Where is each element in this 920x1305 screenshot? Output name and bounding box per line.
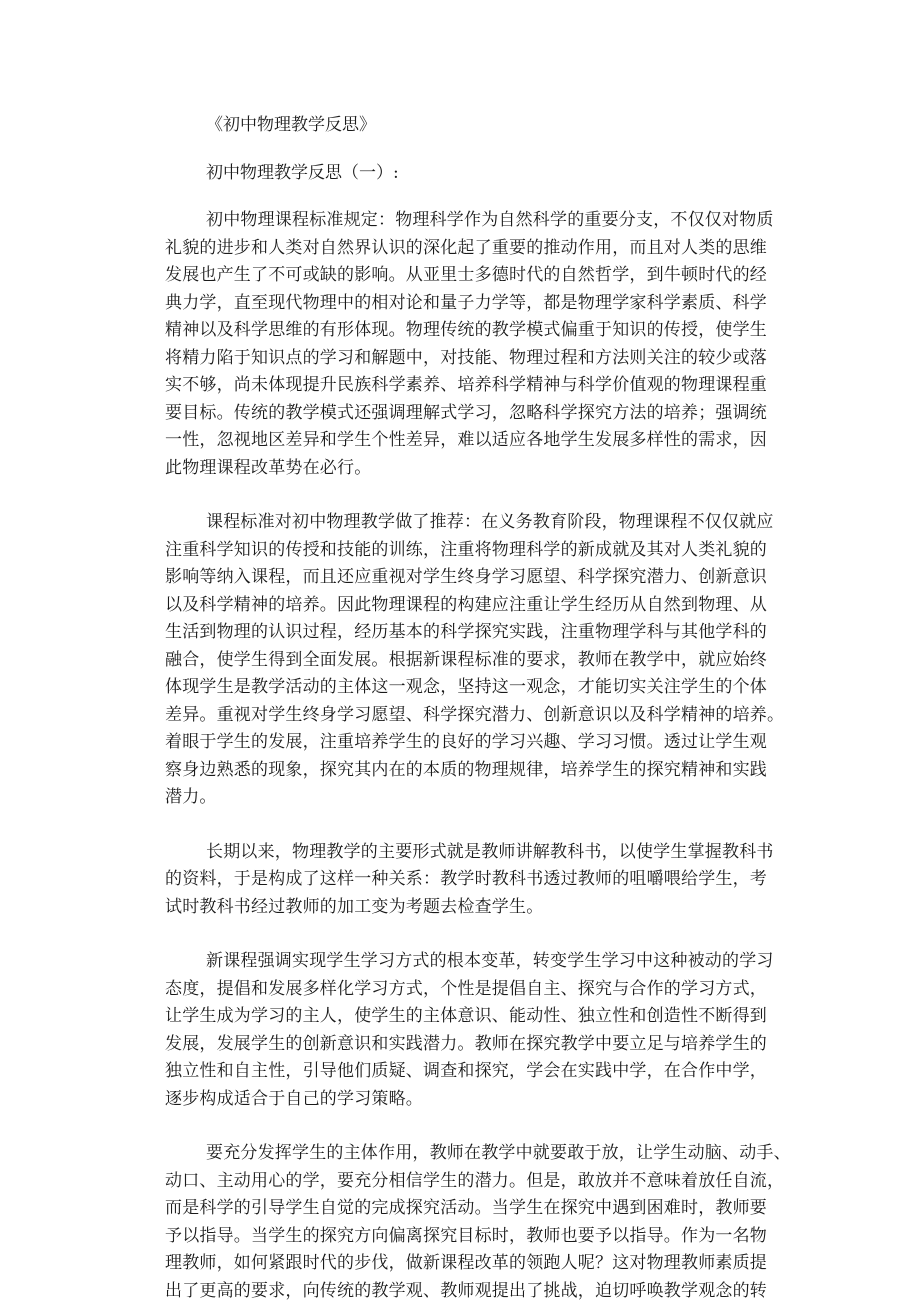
paragraph-line: 实不够，尚未体现提升民族科学素养、培养科学精神与科学价值观的物理课程重	[165, 372, 755, 400]
document-title: 《初中物理教学反思》	[165, 112, 755, 140]
paragraph-line: 一性，忽视地区差异和学生个性差异，难以适应各地学生发展多样性的需求，因	[165, 427, 755, 455]
paragraph-line: 而是科学的引导学生自觉的完成探究活动。当学生在探究中遇到困难时，教师要	[165, 1195, 755, 1223]
paragraph-line: 长期以来，物理教学的主要形式就是教师讲解教科书，以使学生掌握教科书	[165, 839, 755, 867]
paragraph-line: 予以指导。当学生的探究方向偏离探究目标时，教师也要予以指导。作为一名物	[165, 1223, 755, 1251]
paragraph	[165, 509, 755, 812]
paragraph-line: 试时教科书经过教师的加工变为考题去检查学生。	[165, 894, 755, 922]
paragraph-line: 生活到物理的认识过程，经历基本的科学探究实践，注重物理学科与其他学科的	[165, 619, 755, 647]
paragraph-line: 动口、主动用心的学，要充分相信学生的潜力。但是，敢放并不意味着放任自流，	[165, 1168, 755, 1196]
paragraph-line: 潜力。	[165, 784, 755, 812]
paragraph-line: 初中物理课程标准规定：物理科学作为自然科学的重要分支，不仅仅对物质	[165, 207, 755, 235]
paragraph-line: 课程标准对初中物理教学做了推荐：在义务教育阶段，物理课程不仅仅就应	[165, 509, 755, 537]
paragraph-line: 精神以及科学思维的有形体现。物理传统的教学模式偏重于知识的传授，使学生	[165, 317, 755, 345]
paragraph-line: 独立性和自主性，引导他们质疑、调查和探究，学会在实践中学，在合作中学，	[165, 1058, 755, 1086]
paragraph-line: 态度，提倡和发展多样化学习方式，个性是提倡自主、探究与合作的学习方式，	[165, 976, 755, 1004]
paragraph	[165, 1140, 755, 1305]
paragraph-line: 将精力陷于知识点的学习和解题中，对技能、物理过程和方法则关注的较少或落	[165, 345, 755, 373]
paragraph-line: 礼貌的进步和人类对自然界认识的深化起了重要的推动作用，而且对人类的思维	[165, 235, 755, 263]
paragraph-line: 影响等纳入课程，而且还应重视对学生终身学习愿望、科学探究潜力、创新意识	[165, 564, 755, 592]
paragraph-line: 要目标。传统的教学模式还强调理解式学习，忽略科学探究方法的培养；强调统	[165, 400, 755, 428]
paragraph-line: 逐步构成适合于自己的学习策略。	[165, 1086, 755, 1114]
paragraph-line: 差异。重视对学生终身学习愿望、科学探究潜力、创新意识以及科学精神的培养。	[165, 702, 755, 730]
paragraph-line: 融合，使学生得到全面发展。根据新课程标准的要求，教师在教学中，就应始终	[165, 647, 755, 675]
paragraph-line: 典力学，直至现代物理中的相对论和量子力学等，都是物理学家科学素质、科学	[165, 290, 755, 318]
paragraph-line: 以及科学精神的培养。因此物理课程的构建应注重让学生经历从自然到物理、从	[165, 592, 755, 620]
paragraph	[165, 948, 755, 1113]
paragraph-line: 发展，发展学生的创新意识和实践潜力。教师在探究教学中要立足与培养学生的	[165, 1031, 755, 1059]
paragraph-line: 新课程强调实现学生学习方式的根本变革，转变学生学习中这种被动的学习	[165, 948, 755, 976]
paragraph-line: 理教师，如何紧跟时代的步伐，做新课程改革的领跑人呢？这对物理教师素质提	[165, 1250, 755, 1278]
paragraph-line: 着眼于学生的发展，注重培养学生的良好的学习兴趣、学习习惯。透过让学生观	[165, 729, 755, 757]
paragraph-line: 出了更高的要求，向传统的教学观、教师观提出了挑战，迫切呼唤教学观念的转	[165, 1278, 755, 1305]
paragraph-line: 让学生成为学习的主人，使学生的主体意识、能动性、独立性和创造性不断得到	[165, 1003, 755, 1031]
paragraph-line: 体现学生是教学活动的主体这一观念，坚持这一观念，才能切实关注学生的个体	[165, 674, 755, 702]
paragraphs-container	[165, 207, 755, 1305]
paragraph-line: 要充分发挥学生的主体作用，教师在教学中就要敢于放，让学生动脑、动手、	[165, 1140, 755, 1168]
paragraph	[165, 207, 755, 482]
paragraph-line: 的资料，于是构成了这样一种关系：教学时教科书透过教师的咀嚼喂给学生，考	[165, 866, 755, 894]
paragraph-line: 察身边熟悉的现象，探究其内在的本质的物理规律，培养学生的探究精神和实践	[165, 757, 755, 785]
paragraph	[165, 839, 755, 922]
paragraph-line: 注重科学知识的传授和技能的训练，注重将物理科学的新成就及其对人类礼貌的	[165, 537, 755, 565]
paragraph-line: 此物理课程改革势在必行。	[165, 455, 755, 483]
paragraph-line: 发展也产生了不可或缺的影响。从亚里士多德时代的自然哲学，到牛顿时代的经	[165, 262, 755, 290]
section-heading: 初中物理教学反思（一）:	[165, 160, 755, 188]
